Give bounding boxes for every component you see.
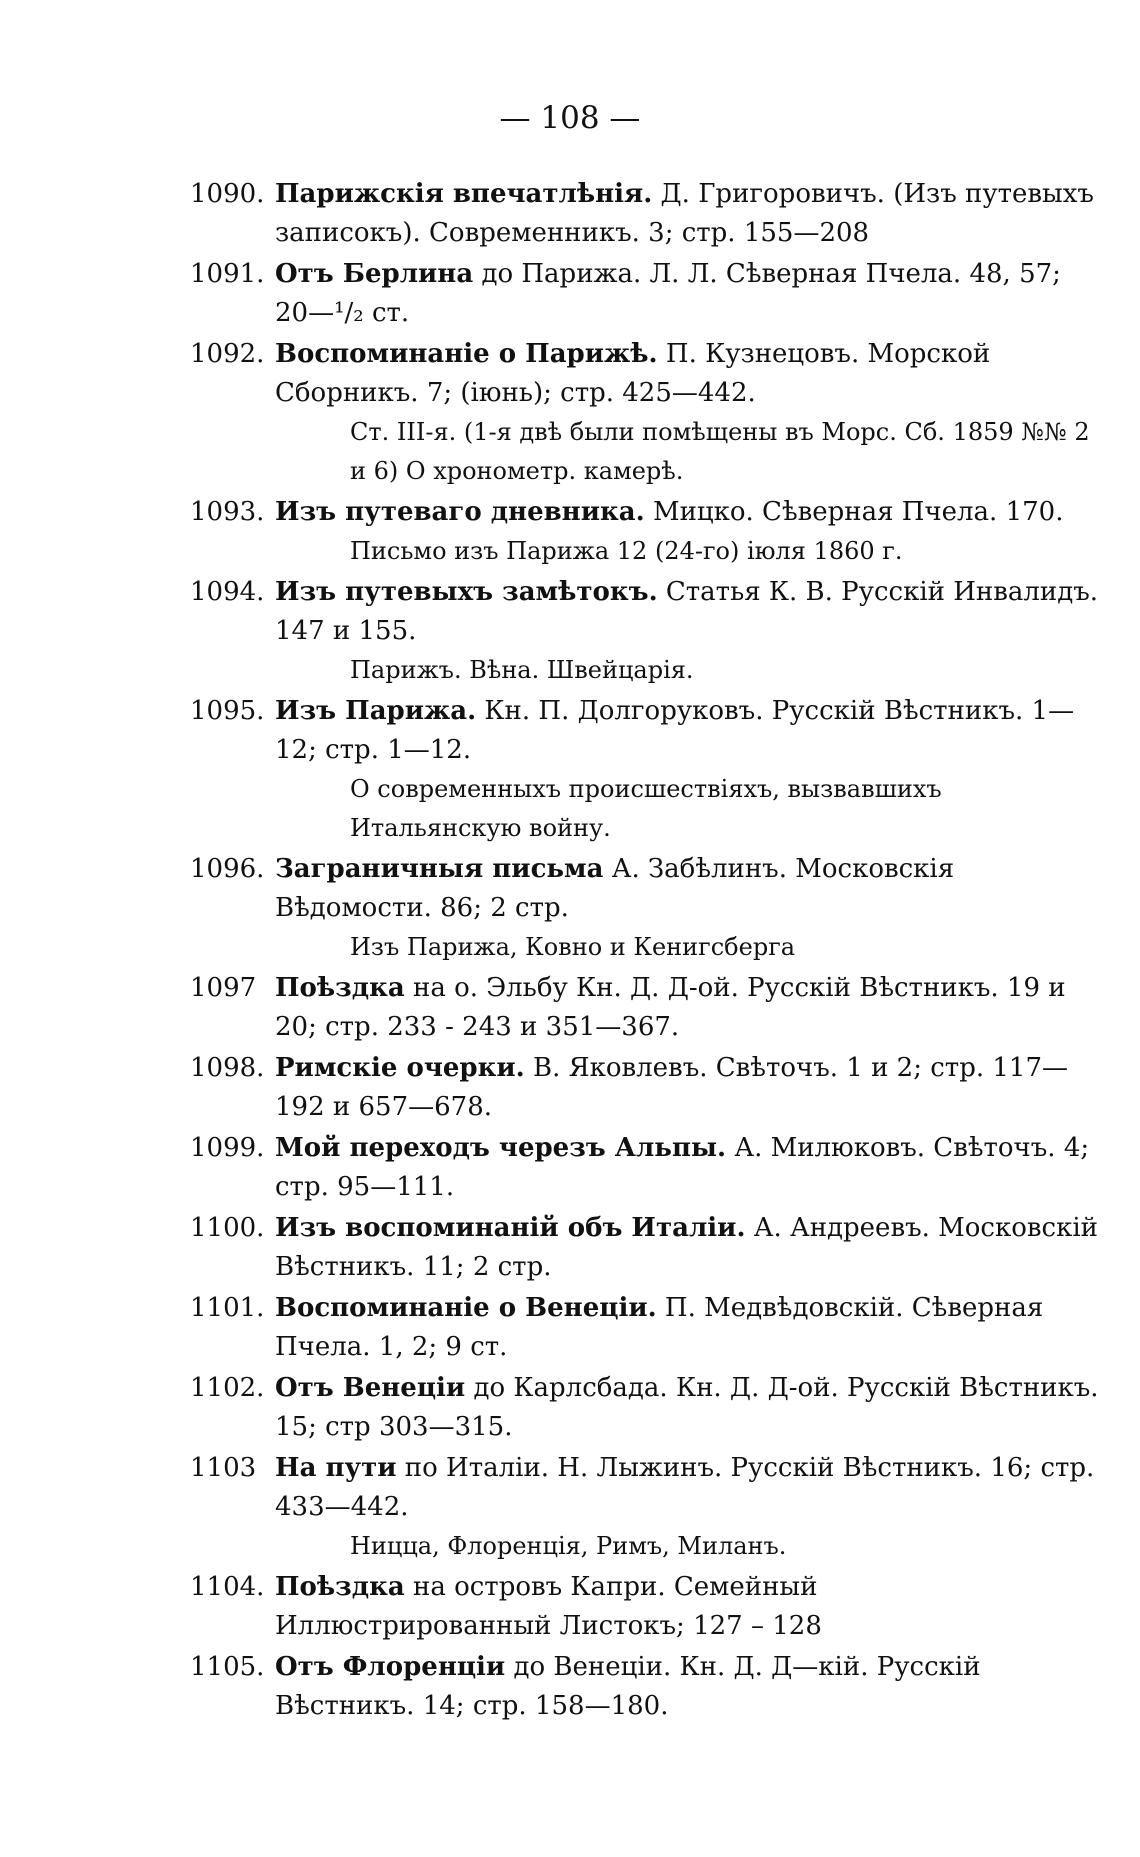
entry-title: Мой переходъ черезъ Альпы. (275, 1133, 727, 1163)
entry-number: 1099. (190, 1133, 265, 1163)
entry-number: 1098. (190, 1053, 265, 1083)
entry-title: Изъ Парижа. (275, 696, 477, 726)
entry-note: Парижъ. Вѣна. Швейцарія. (350, 656, 694, 684)
entry-details: В. Яковлевъ. Свѣточъ. 1 и 2; стр. 117—192 и 657—678. (275, 1053, 1068, 1122)
entry-details: Мицко. Сѣверная Пчела. 170. (644, 497, 1064, 527)
bibliography-entry (190, 1369, 1100, 1447)
bibliography-entry (190, 1049, 1100, 1127)
entry-title: Поѣздка (275, 1572, 405, 1602)
entry-note: Ст. III-я. (1-я двѣ были помѣщены въ Морс. Сб. 1859 №№ 2 и 6) О хронометр. камерѣ. (350, 418, 1090, 485)
entry-title: Римскіе очерки. (275, 1053, 525, 1083)
entry-details: А. Забѣлинъ. Московскія Вѣдомости. 86; 2 стр. (275, 854, 955, 923)
bibliography-entry (190, 1129, 1100, 1207)
entry-details: до Парижа. Л. Л. Сѣверная Пчела. 48, 57; 20—¹/₂ ст. (275, 259, 1061, 328)
entry-number: 1095. (190, 696, 265, 726)
entry-note: Ницца, Флоренція, Римъ, Миланъ. (350, 1532, 787, 1560)
entry-title: Поѣздка (275, 973, 405, 1003)
bibliography-entry (190, 175, 1100, 253)
entry-number: 1096. (190, 854, 265, 884)
entry-details: А. Милюковъ. Свѣточъ. 4; стр. 95—111. (275, 1133, 1090, 1202)
bibliography-entry (190, 1209, 1100, 1287)
entry-number: 1100. (190, 1213, 265, 1243)
entry-title: Воспоминаніе о Парижѣ. (275, 339, 658, 369)
entry-title: Воспоминаніе о Венеціи. (275, 1293, 657, 1323)
bibliography-entry (190, 1449, 1100, 1566)
entry-number: 1091. (190, 259, 265, 289)
entry-details: Кн. П. Долгоруковъ. Русскій Вѣстникъ. 1—12; стр. 1—12. (275, 696, 1075, 765)
bibliography-entry (190, 692, 1100, 848)
entry-details: на о. Эльбу Кн. Д. Д-ой. Русскій Вѣстникъ. 19 и 20; стр. 233 - 243 и 351—367. (275, 973, 1066, 1042)
bibliography-entry (190, 1289, 1100, 1367)
entry-number: 1092. (190, 339, 265, 369)
entry-note: О современныхъ происшествіяхъ, вызвавшихъ Итальянскую войну. (350, 775, 942, 842)
entry-details: П. Кузнецовъ. Морской Сборникъ. 7; (іюнь); стр. 425—442. (275, 339, 991, 408)
bibliography-entry (190, 1648, 1100, 1726)
entry-details: П. Медвѣдовскій. Сѣверная Пчела. 1, 2; 9 ст. (275, 1293, 1044, 1362)
entry-number: 1103 (190, 1453, 257, 1483)
entry-number: 1105. (190, 1652, 265, 1682)
entry-details: до Карлсбада. Кн. Д. Д-ой. Русскій Вѣстникъ. 15; стр 303—315. (275, 1373, 1099, 1442)
entry-details: А. Андреевъ. Московскій Вѣстникъ. 11; 2 стр. (275, 1213, 1098, 1282)
bibliography-entry (190, 850, 1100, 967)
entry-title: Отъ Берлина (275, 259, 474, 289)
entry-details: Статья К. В. Русскій Инвалидъ. 147 и 155. (275, 577, 1099, 646)
entry-title: Изъ воспоминаній объ Италіи. (275, 1213, 746, 1243)
entry-note: Письмо изъ Парижа 12 (24-го) іюля 1860 г. (350, 537, 903, 565)
bibliography-entry (190, 255, 1100, 333)
entry-number: 1094. (190, 577, 265, 607)
entry-title: Отъ Флоренціи (275, 1652, 506, 1682)
entry-number: 1101. (190, 1293, 265, 1323)
entry-title: Изъ путеваго дневника. (275, 497, 645, 527)
entry-title: Парижскія впечатлѣнія. (275, 179, 653, 209)
entry-title: Заграничныя письма (275, 854, 604, 884)
page-number: — 108 — (499, 100, 641, 136)
entry-details: до Венеціи. Кн. Д. Д—кій. Русскій Вѣстникъ. 14; стр. 158—180. (275, 1652, 981, 1721)
bibliography-entry (190, 573, 1100, 690)
bibliography-entry (190, 969, 1100, 1047)
bibliography-list (190, 175, 1100, 1728)
entry-title: Отъ Венеціи (275, 1373, 466, 1403)
entry-title: На пути (275, 1453, 397, 1483)
entry-title: Изъ путевыхъ замѣтокъ. (275, 577, 658, 607)
entry-number: 1104. (190, 1572, 265, 1602)
entry-number: 1102. (190, 1373, 265, 1403)
entry-number: 1090. (190, 179, 265, 209)
entry-details: на островъ Капри. Семейный Иллюстрированный Листокъ; 127 – 128 (275, 1572, 822, 1641)
entry-number: 1097 (190, 973, 257, 1003)
bibliography-entry (190, 493, 1100, 571)
entry-note: Изъ Парижа, Ковно и Кенигсберга (350, 933, 796, 961)
entry-details: Д. Григоровичъ. (Изъ путевыхъ записокъ). Современникъ. 3; стр. 155—208 (275, 179, 1094, 248)
entry-number: 1093. (190, 497, 265, 527)
entry-details: по Италіи. Н. Лыжинъ. Русскій Вѣстникъ. 16; стр. 433—442. (275, 1453, 1095, 1522)
bibliography-entry (190, 335, 1100, 491)
bibliography-entry (190, 1568, 1100, 1646)
